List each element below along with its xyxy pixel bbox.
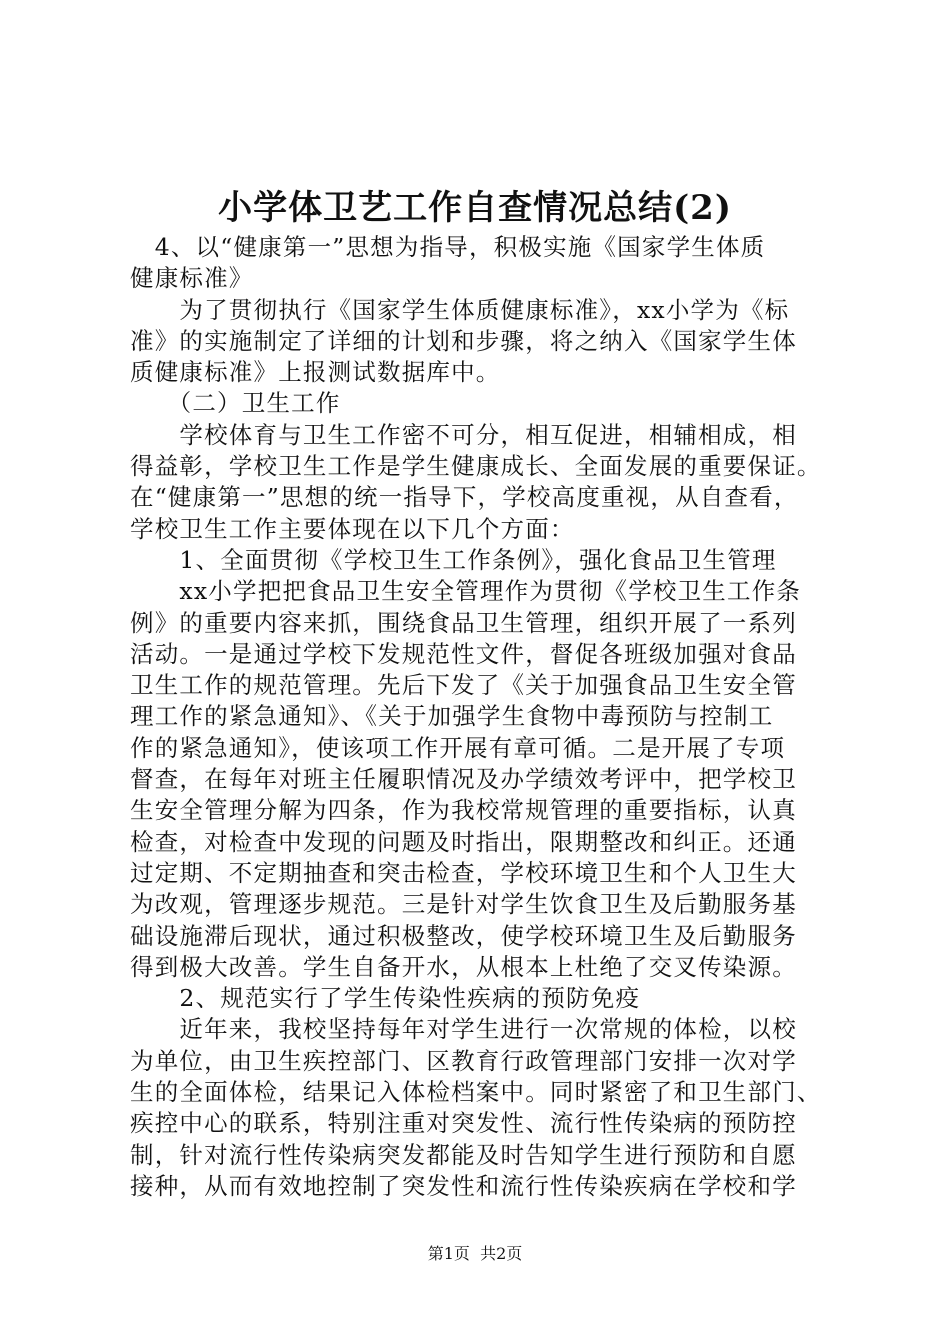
body-line: 得益彰，学校卫生工作是学生健康成长、全面发展的重要保证。 (130, 452, 822, 481)
body-line: 4、以“健康第一”思想为指导，积极实施《国家学生体质 (130, 233, 766, 261)
body-line: 制，针对流行性传染病突发都能及时告知学生进行预防和自愿 (130, 1140, 797, 1169)
body-line: 生安全管理分解为四条，作为我校常规管理的重要指标，认真 (130, 796, 797, 825)
document-body (130, 232, 830, 1202)
body-line: 学校体育与卫生工作密不可分，相互促进，相辅相成，相 (130, 420, 797, 449)
body-line: 在“健康第一”思想的统一指导下，学校高度重视，从自查看， (130, 483, 799, 512)
body-line: 健康标准》 (130, 264, 254, 293)
body-line: （二）卫生工作 (130, 389, 341, 418)
body-line: 接种，从而有效地控制了突发性和流行性传染疾病在学校和学 (130, 1171, 797, 1200)
body-line: 为单位，由卫生疾控部门、区教育行政管理部门安排一次对学 (130, 1046, 797, 1075)
body-line: 础设施滞后现状，通过积极整改，使学校环境卫生及后勤服务 (130, 921, 797, 950)
body-line: 为改观，管理逐步规范。三是针对学生饮食卫生及后勤服务基 (130, 890, 797, 919)
body-line: 2、规范实行了学生传染性疾病的预防免疫 (130, 984, 641, 1013)
body-line: 理工作的紧急通知》、《关于加强学生食物中毒预防与控制工 (130, 702, 774, 731)
body-line: 1、全面贯彻《学校卫生工作条例》，强化食品卫生管理 (130, 545, 777, 574)
body-line: 督查，在每年对班主任履职情况及办学绩效考评中，把学校卫 (130, 765, 797, 794)
body-line: 疾控中心的联系，特别注重对突发性、流行性传染病的预防控 (130, 1109, 797, 1138)
body-line: 学校卫生工作主要体现在以下几个方面： (130, 514, 575, 543)
document-title: 小学体卫艺工作自查情况总结(2) (218, 188, 732, 228)
body-line: xx小学把把食品卫生安全管理作为贯彻《学校卫生工作条 (130, 577, 802, 606)
body-line: 检查，对检查中发现的问题及时指出，限期整改和纠正。还通 (130, 827, 797, 856)
body-line: 生的全面体检，结果记入体检档案中。同时紧密了和卫生部门、 (130, 1078, 822, 1107)
body-line: 活动。一是通过学校下发规范性文件，督促各班级加强对食品 (130, 639, 797, 668)
page-number: 第1页 (427, 1244, 470, 1263)
page-total: 共2页 (480, 1244, 523, 1263)
body-line: 作的紧急通知》，使该项工作开展有章可循。二是开展了专项 (130, 733, 786, 762)
body-line: 准》的实施制定了详细的计划和步骤，将之纳入《国家学生体 (130, 326, 797, 355)
body-line: 得到极大改善。学生自备开水，从根本上杜绝了交叉传染源。 (130, 952, 797, 981)
body-line: 近年来，我校坚持每年对学生进行一次常规的体检，以校 (130, 1015, 797, 1044)
page-footer (0, 1243, 950, 1265)
body-line: 为了贯彻执行《国家学生体质健康标准》，xx小学为《标 (130, 295, 790, 324)
body-line: 质健康标准》上报测试数据库中。 (130, 358, 501, 387)
body-line: 卫生工作的规范管理。先后下发了《关于加强食品卫生安全管 (130, 671, 797, 700)
body-line: 过定期、不定期抽查和突击检查，学校环境卫生和个人卫生大 (130, 858, 797, 887)
body-line: 例》的重要内容来抓，围绕食品卫生管理，组织开展了一系列 (130, 608, 797, 637)
